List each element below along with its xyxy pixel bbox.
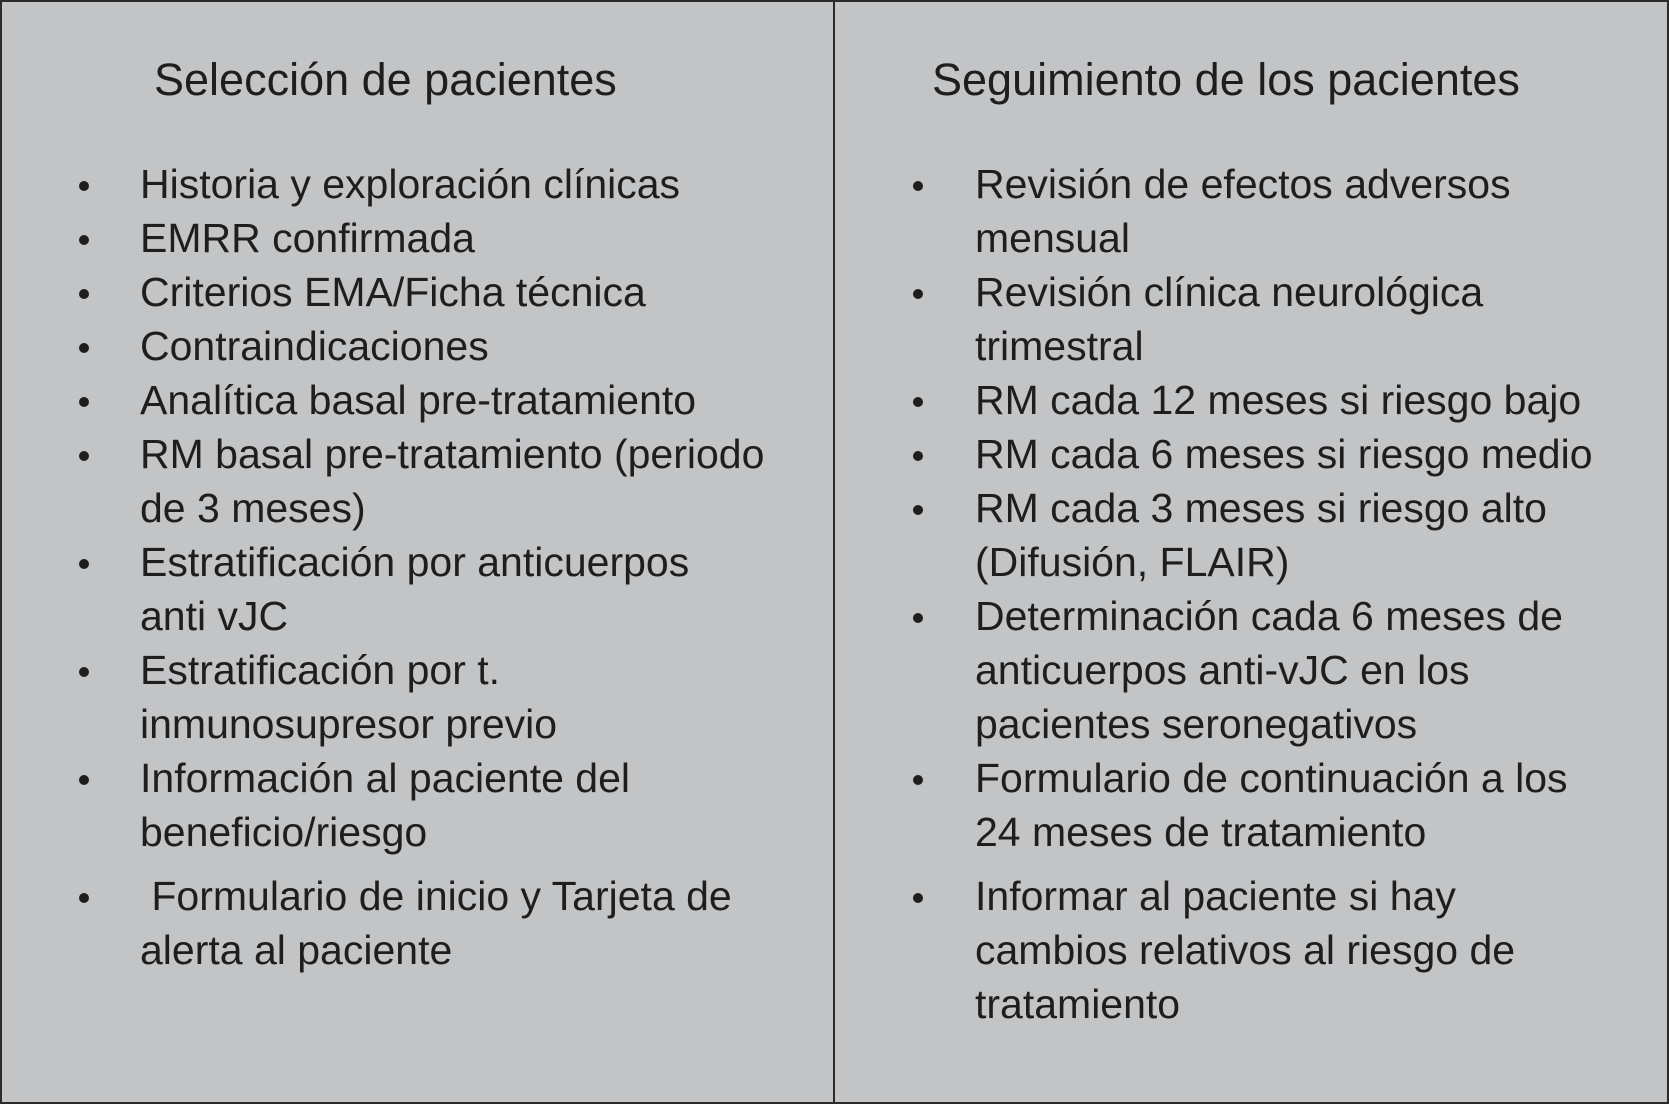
list-item-text: Analítica basal pre-tratamiento <box>140 377 697 423</box>
patient-selection-list <box>2 157 835 977</box>
list-item-text: Información al paciente del beneficio/riesgo <box>140 755 631 855</box>
bullet-icon <box>913 613 923 623</box>
list-item <box>835 481 1669 589</box>
bullet-icon <box>913 775 923 785</box>
list-item-text: Estratificación por anticuerpos anti vJC <box>140 539 690 639</box>
bullet-icon <box>79 343 89 353</box>
list-item-text: Estratificación por t. inmunosupresor previo <box>140 647 558 747</box>
patient-follow-up-column <box>835 2 1667 1102</box>
list-item <box>2 319 835 373</box>
bullet-icon <box>79 775 89 785</box>
bullet-icon <box>79 559 89 569</box>
patient-follow-up-list <box>835 157 1669 1031</box>
list-item <box>835 589 1669 751</box>
list-item <box>2 643 835 751</box>
bullet-icon <box>913 893 923 903</box>
list-item-text: RM cada 3 meses si riesgo alto (Difusión, FLAIR) <box>975 485 1547 585</box>
patient-follow-up-title: Seguimiento de los pacientes <box>932 54 1520 105</box>
list-item-text: RM cada 6 meses si riesgo medio <box>975 431 1593 477</box>
bullet-icon <box>79 397 89 407</box>
bullet-icon <box>913 397 923 407</box>
list-item <box>835 751 1669 859</box>
list-item-text: EMRR confirmada <box>140 215 475 261</box>
list-item <box>835 265 1669 373</box>
bullet-icon <box>79 451 89 461</box>
bullet-icon <box>79 893 89 903</box>
list-item-text: RM basal pre-tratamiento (periodo de 3 meses) <box>140 431 765 531</box>
list-item <box>835 427 1669 481</box>
list-item-text: RM cada 12 meses si riesgo bajo <box>975 377 1582 423</box>
bullet-icon <box>913 181 923 191</box>
bullet-icon <box>79 181 89 191</box>
bullet-icon <box>79 235 89 245</box>
bullet-icon <box>913 289 923 299</box>
list-item-text: Formulario de continuación a los 24 meses de tratamiento <box>975 755 1568 855</box>
list-item <box>835 157 1669 265</box>
list-item-text: Determinación cada 6 meses de anticuerpos anti-vJC en los pacientes seronegativos <box>975 593 1563 747</box>
list-item <box>2 535 835 643</box>
list-item-text: Informar al paciente si hay cambios relativos al riesgo de tratamiento <box>975 873 1516 1027</box>
list-item-text: Revisión clínica neurológica trimestral <box>975 269 1484 369</box>
bullet-icon <box>79 289 89 299</box>
bullet-icon <box>913 505 923 515</box>
list-item <box>835 373 1669 427</box>
bullet-icon <box>79 667 89 677</box>
list-item <box>2 373 835 427</box>
list-item <box>2 211 835 265</box>
bullet-icon <box>913 451 923 461</box>
list-item <box>2 157 835 211</box>
list-item <box>2 265 835 319</box>
list-item <box>2 751 835 859</box>
list-item <box>2 427 835 535</box>
list-item-text: Revisión de efectos adversos mensual <box>975 161 1511 261</box>
list-item-text: Criterios EMA/Ficha técnica <box>140 269 646 315</box>
list-item-text: Contraindicaciones <box>140 323 489 369</box>
patient-selection-column <box>2 2 835 1102</box>
list-item <box>2 869 835 977</box>
list-item-text: Formulario de inicio y Tarjeta de alerta al paciente <box>140 873 732 973</box>
list-item <box>835 869 1669 1031</box>
patient-selection-title: Selección de pacientes <box>154 54 617 105</box>
list-item-text: Historia y exploración clínicas <box>140 161 681 207</box>
